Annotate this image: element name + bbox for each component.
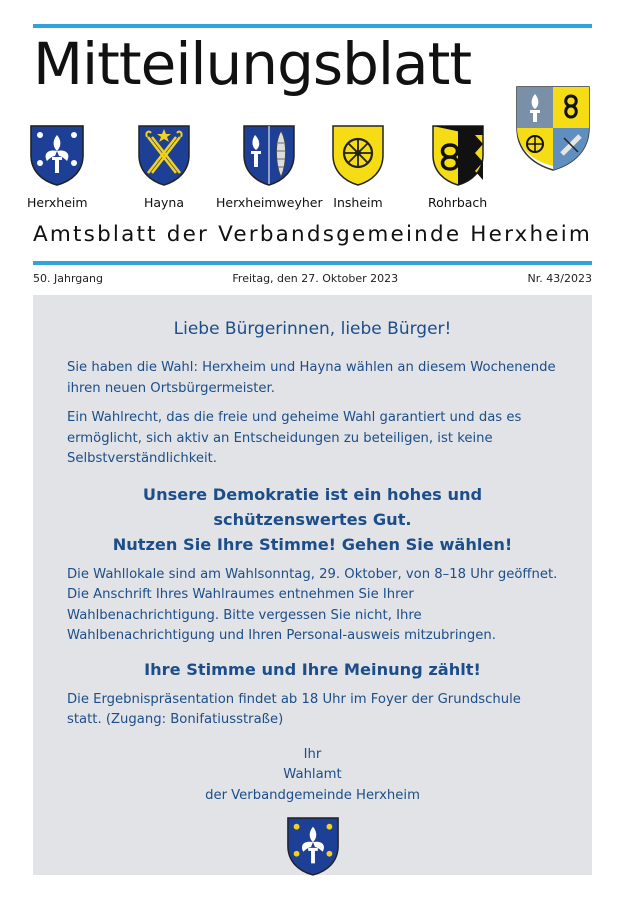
crest-herxheim xyxy=(27,123,88,210)
notice-emphasis: Nutzen Sie Ihre Stimme! Gehen Sie wählen! xyxy=(112,534,513,554)
crest-label: Hayna xyxy=(143,195,185,210)
herxheim-crest-icon xyxy=(28,123,86,187)
issue-volume: 50. Jahrgang xyxy=(33,272,103,285)
header-bottom-rule xyxy=(33,261,592,265)
crest-insheim xyxy=(330,123,386,210)
herxheim-crest-icon xyxy=(285,814,341,878)
notice-emphasis: Unsere Demokratie ist ein hohes und schützenswertes Gut. xyxy=(142,484,483,529)
notice-paragraph: Die Ergebnispräsentation findet ab 18 Uhr im Foyer der Grundschule statt. (Zugang: Bonifatiusstraße) xyxy=(67,691,521,727)
signature-line: der Verbandgemeinde Herxheim xyxy=(205,787,420,803)
notice-subheading: Ihre Stimme und Ihre Meinung zählt! xyxy=(144,659,481,679)
issue-date: Freitag, den 27. Oktober 2023 xyxy=(232,272,399,285)
crest-label: Insheim xyxy=(333,195,383,210)
verbandsgemeinde-coat-of-arms-icon xyxy=(514,84,592,172)
notice-paragraph: Die Wahllokale sind am Wahlsonntag, 29. Oktober, von 8–18 Uhr geöffnet. Die Anschrift Ihres Wahlraumes entnehmen Sie Ihrer Wahlbenachrichtigung. Bitte vergessen Sie nicht, Ihre Wahlbenachrichtigung und Ihren Personal-ausweis mitzubringen. xyxy=(67,566,558,643)
signature-line: Ihr xyxy=(303,746,322,762)
notice-paragraph: Sie haben die Wahl: Herxheim und Hayna wählen an diesem Wochenende ihren neuen Ortsbürgermeister. xyxy=(67,360,556,396)
issue-number: Nr. 43/2023 xyxy=(527,272,592,285)
rohrbach-crest-icon xyxy=(430,123,486,187)
crest-hayna xyxy=(136,123,192,210)
publication-subtitle: Amtsblatt der Verbandsgemeinde Herxheim xyxy=(33,222,593,247)
crest-label: Herxheimweyher xyxy=(216,195,323,210)
hayna-crest-icon xyxy=(136,123,192,187)
crest-label: Herxheim xyxy=(27,195,88,210)
crest-herxheimweyher xyxy=(216,123,323,210)
notice-paragraph: Ein Wahlrecht, das die freie und geheime Wahl garantiert und das es ermöglicht, sich aktiv an Entscheidungen zu beteiligen, ist keine Selbstverständlichkeit. xyxy=(67,410,522,466)
crest-label: Rohrbach xyxy=(428,195,488,210)
election-notice-box xyxy=(33,295,592,875)
herxheimweyher-crest-icon xyxy=(241,123,297,187)
crest-rohrbach xyxy=(428,123,487,210)
masthead-title: Mitteilungsblatt xyxy=(33,30,472,98)
signature-line: Wahlamt xyxy=(283,767,342,782)
issue-info-row xyxy=(33,272,592,285)
insheim-crest-icon xyxy=(330,123,386,187)
notice-heading: Liebe Bürgerinnen, liebe Bürger! xyxy=(173,319,452,339)
